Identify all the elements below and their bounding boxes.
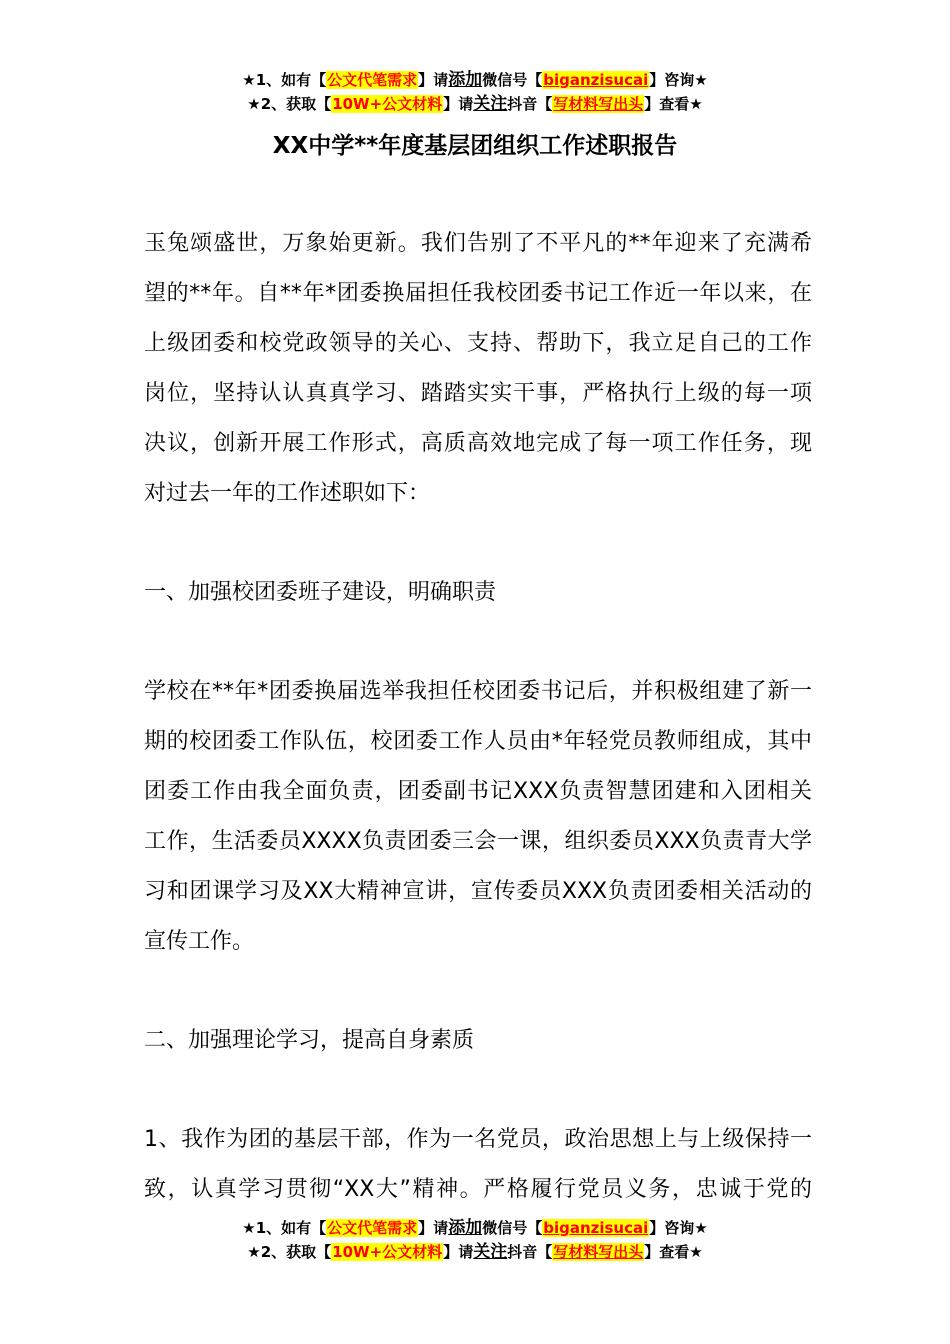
promo-text: 】查看★ — [644, 1243, 703, 1261]
promo-text: 微信号【 — [482, 1219, 543, 1237]
text-line: 决议，创新开展工作形式，高质高效地完成了每一项工作任务，现 — [144, 431, 812, 456]
heading-text: 一、加强校团委班子建设，明确职责 — [144, 580, 497, 605]
section-heading-1 — [144, 568, 812, 618]
promo-text: 】请 — [443, 1243, 474, 1261]
promo-line-2 — [0, 92, 950, 116]
promo-text: ★1、如有【 — [242, 71, 327, 89]
document-title: XX中学**年度基层团组织工作述职报告 — [272, 133, 678, 159]
promo-text: 抖音【 — [507, 1243, 553, 1261]
text-line: 期的校团委工作队伍，校团委工作人员由*年轻党员教师组成，其中 — [144, 729, 812, 754]
wechat-id: biganzisucai — [543, 71, 649, 89]
douyin-account: 写材料写出头 — [553, 95, 644, 113]
text-line: 致，认真学习贯彻“XX大”精神。严格履行党员义务，忠诚于党的 — [144, 1177, 812, 1202]
text-line: 团委工作由我全面负责，团委副书记XXX负责智慧团建和入团相关 — [144, 779, 812, 804]
text-line: 对过去一年的工作述职如下： — [144, 481, 431, 506]
text-line: 工作，生活委员XXXX负责团委三会一课，组织委员XXX负责青大学 — [144, 829, 812, 854]
section-1-paragraph — [144, 667, 812, 967]
promo-text: 微信号【 — [482, 71, 543, 89]
promo-highlight: 10W+公文材料 — [332, 95, 443, 113]
section-heading-2 — [144, 1016, 812, 1066]
promo-emphasis: 添加 — [448, 1218, 483, 1238]
promo-banner-bottom — [0, 1216, 950, 1264]
promo-banner-top — [0, 68, 950, 116]
promo-text: 】查看★ — [644, 95, 703, 113]
text-line: 上级团委和校党政领导的关心、支持、帮助下，我立足自己的工作 — [144, 331, 812, 356]
heading-text: 二、加强理论学习，提高自身素质 — [144, 1028, 475, 1053]
text-line: 岗位，坚持认认真真学习、踏踏实实干事，严格执行上级的每一项 — [144, 381, 812, 406]
text-line: 宣传工作。 — [144, 929, 255, 954]
promo-text: 】请 — [443, 95, 474, 113]
promo-text: 】请 — [418, 1219, 449, 1237]
promo-text: 】请 — [418, 71, 449, 89]
wechat-id: biganzisucai — [543, 1219, 649, 1237]
promo-text: ★1、如有【 — [242, 1219, 327, 1237]
promo-text: 抖音【 — [507, 95, 553, 113]
promo-line-1 — [0, 68, 950, 92]
promo-line-2 — [0, 1240, 950, 1264]
promo-text: ★2、获取【 — [247, 1243, 332, 1261]
promo-emphasis: 关注 — [473, 94, 508, 114]
text-line: 望的**年。自**年*团委换届担任我校团委书记工作近一年以来，在 — [144, 281, 812, 306]
promo-highlight: 公文代笔需求 — [327, 1219, 418, 1237]
douyin-account: 写材料写出头 — [553, 1243, 644, 1261]
promo-text: 】咨询★ — [649, 1219, 708, 1237]
section-2-paragraph — [144, 1115, 812, 1215]
promo-highlight: 公文代笔需求 — [327, 71, 418, 89]
promo-text: 】咨询★ — [649, 71, 708, 89]
promo-text: ★2、获取【 — [247, 95, 332, 113]
promo-emphasis: 关注 — [473, 1242, 508, 1262]
text-line: 学校在**年*团委换届选举我担任校团委书记后，并积极组建了新一 — [144, 679, 812, 704]
text-line: 1、我作为团的基层干部，作为一名党员，政治思想上与上级保持一 — [144, 1127, 812, 1152]
promo-highlight: 10W+公文材料 — [332, 1243, 443, 1261]
text-line: 玉兔颂盛世，万象始更新。我们告别了不平凡的**年迎来了充满希 — [144, 231, 812, 256]
text-line: 习和团课学习及XX大精神宣讲，宣传委员XXX负责团委相关活动的 — [144, 879, 812, 904]
promo-emphasis: 添加 — [448, 70, 483, 90]
intro-paragraph — [144, 219, 812, 519]
promo-line-1 — [0, 1216, 950, 1240]
